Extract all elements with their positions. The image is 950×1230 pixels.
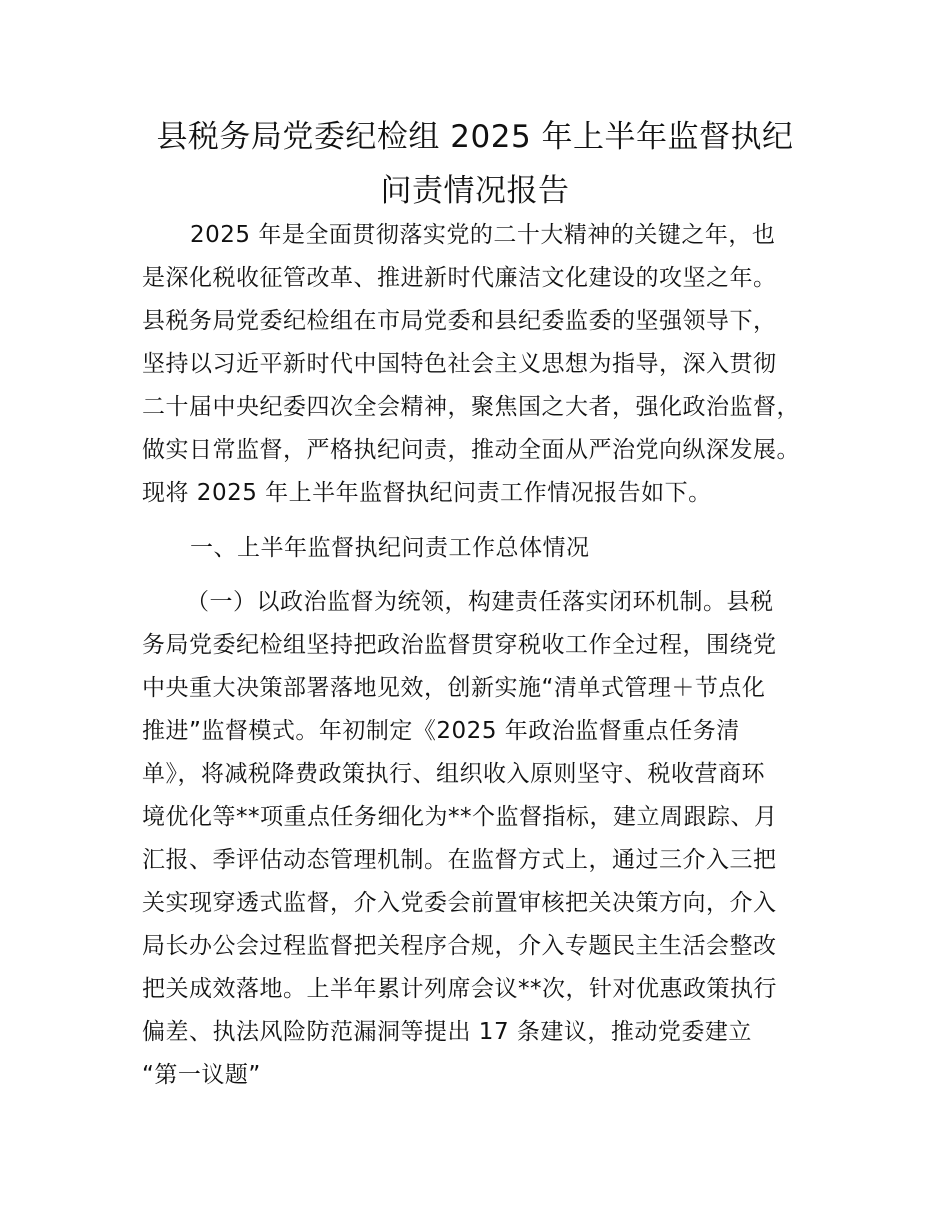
paragraph-line: 是深化税收征管改革、推进新时代廉洁文化建设的攻坚之年。 <box>142 265 777 291</box>
paragraph-line: “第一议题” <box>142 1062 261 1088</box>
paragraph-line: 关实现穿透式监督，介入党委会前置审核把关决策方向，介入 <box>142 890 777 916</box>
document-title <box>100 110 850 218</box>
paragraph-line: 坚持以习近平新时代中国特色社会主义思想为指导，深入贯彻 <box>142 351 777 377</box>
paragraph-line: 县税务局党委纪检组在市局党委和县纪委监委的坚强领导下， <box>142 308 777 334</box>
section-heading: 一、上半年监督执纪问责工作总体情况 <box>190 535 590 561</box>
paragraph-line: 二十届中央纪委四次全会精神，聚焦国之大者，强化政治监督， <box>142 394 800 420</box>
paragraph-line: 中央重大决策部署落地见效，创新实施“清单式管理＋节点化 <box>142 675 766 701</box>
paragraph-line: 务局党委纪检组坚持把政治监督贯穿税收工作全过程，围绕党 <box>142 632 777 658</box>
paragraph-line: 汇报、季评估动态管理机制。在监督方式上，通过三介入三把 <box>142 847 777 873</box>
paragraph-line: 单》，将减税降费政策执行、组织收入原则坚守、税收营商环 <box>142 761 765 787</box>
title-line-2: 问责情况报告 <box>380 173 570 209</box>
paragraph-line: 现将 2025 年上半年监督执纪问责工作情况报告如下。 <box>142 480 712 506</box>
paragraph-line: 推进”监督模式。年初制定《2025 年政治监督重点任务清 <box>142 718 740 744</box>
paragraph-line: 偏差、执法风险防范漏洞等提出 17 条建议，推动党委建立 <box>142 1019 752 1045</box>
paragraph-line: 2025 年是全面贯彻落实党的二十大精神的关键之年，也 <box>190 222 776 248</box>
paragraph-line: 境优化等**项重点任务细化为**个监督指标，建立周跟踪、月 <box>142 804 778 830</box>
paragraph-line: 做实日常监督，严格执纪问责，推动全面从严治党向纵深发展。 <box>142 437 800 463</box>
title-line-1: 县税务局党委纪检组 2025 年上半年监督执纪 <box>156 119 794 155</box>
paragraph-line: 局长办公会过程监督把关程序合规，介入专题民主生活会整改 <box>142 933 777 959</box>
paragraph-line: 把关成效落地。上半年累计列席会议**次，针对优惠政策执行 <box>142 976 777 1002</box>
paragraph-line: （一）以政治监督为统领，构建责任落实闭环机制。县税 <box>186 589 774 615</box>
